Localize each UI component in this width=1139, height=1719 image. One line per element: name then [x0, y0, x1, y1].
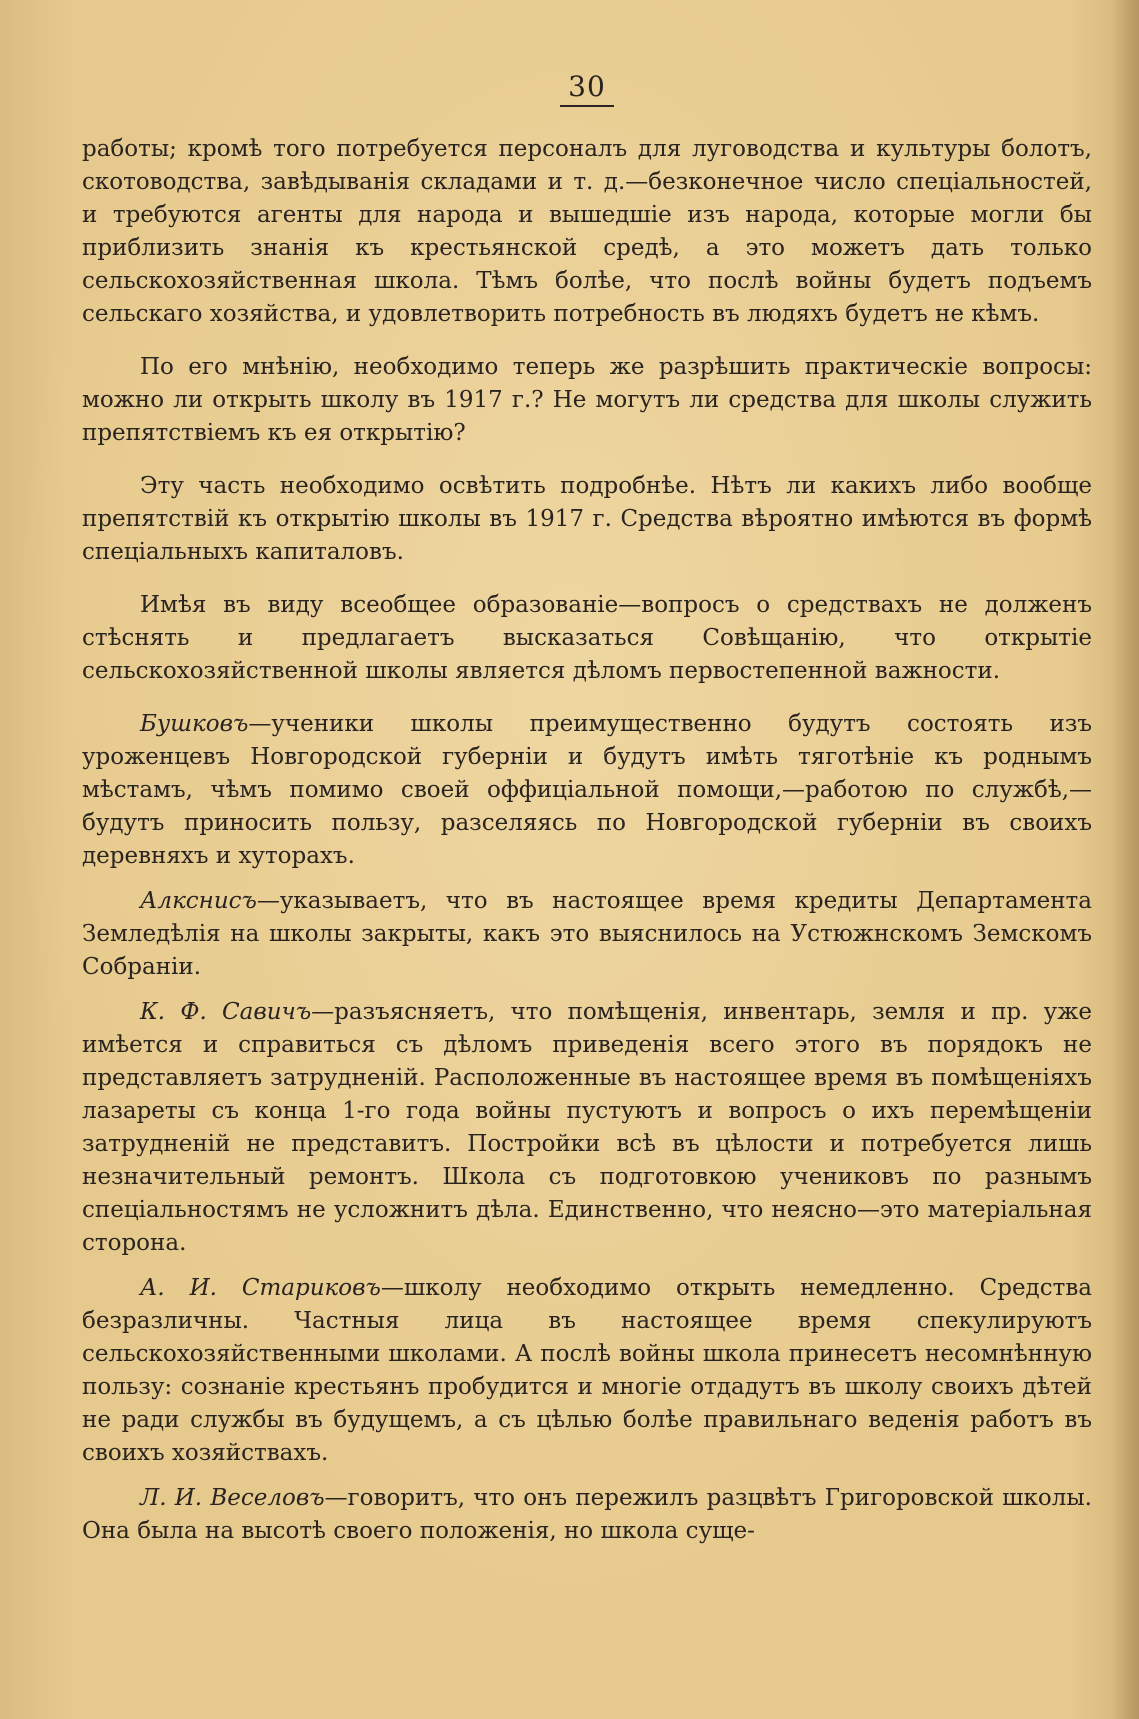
speech-text: —указываетъ, что въ настоящее время кредиты Департамента Земледѣлія на школы закрыты, какъ это выяснилось на Устюжнскомъ Земскомъ Собраніи. [82, 888, 1092, 980]
speech-text: —разъясняетъ, что помѣщенія, инвентарь, земля и пр. уже имѣется и справиться съ дѣломъ приведенія всего этого въ порядокъ не представляетъ затрудненій. Расположенные въ настоящее время въ помѣщеніяхъ лазареты съ конца 1-го года войны пустуютъ и вопросъ о ихъ перемѣщеніи затрудненій не представитъ. Постройки всѣ въ цѣлости и потребуется лишь незначительный ремонтъ. Школа съ подготовкою учениковъ по разнымъ спеціальностямъ не усложнитъ дѣла. Единственно, что неясно—это матеріальная сторона. [82, 999, 1092, 1256]
paragraph: Имѣя въ виду всеобщее образованіе—вопросъ о средствахъ не долженъ стѣснять и предлагаетъ высказаться Совѣщанію, что открытіе сельскохозяйственной школы является дѣломъ первостепенной важности. [82, 592, 1092, 684]
speech-text: —говоритъ, что онъ пережилъ разцвѣтъ Григоровской школы. Она была на высотѣ своего положенія, но школа суще- [82, 1485, 1092, 1544]
speaker-name: Бушковъ [140, 711, 249, 737]
speech-bushkov [82, 708, 1092, 873]
page-edge-shadow [1111, 0, 1139, 1719]
speaker-name: Л. И. Веселовъ [140, 1485, 325, 1511]
document-page [82, 70, 1092, 1548]
speech-text: —ученики школы преимущественно будутъ состоять изъ уроженцевъ Новгородской губерніи и будутъ имѣть тяготѣніе къ роднымъ мѣстамъ, чѣмъ помимо своей оффиціальной помощи,—работою по службѣ,—будутъ приносить пользу, разселяясь по Новгородской губерніи въ своихъ деревняхъ и хуторахъ. [82, 711, 1092, 869]
paragraph: Эту часть необходимо освѣтить подробнѣе. Нѣтъ ли какихъ либо вообще препятствій къ открытію школы въ 1917 г. Средства вѣроятно имѣются въ формѣ спеціальныхъ капиталовъ. [82, 473, 1092, 565]
paragraph-continuation: работы; кромѣ того потребуется персоналъ для луговодства и культуры болотъ, скотоводства, завѣдыванія складами и т. д.—безконечное число спеціальностей, и требуются агенты для народа и вышедшіе изъ народа, которые могли бы приблизить знанія къ крестьянской средѣ, а это можетъ дать только сельскохозяйственная школа. Тѣмъ болѣе, что послѣ войны будетъ подъемъ сельскаго хозяйства, и удовлетворить потребность въ людяхъ будетъ не кѣмъ. [82, 136, 1092, 327]
speaker-name: К. Ф. Савичъ [140, 999, 312, 1025]
speaker-name: Алкснисъ [140, 888, 257, 914]
speaker-name: А. И. Стариковъ [140, 1275, 381, 1301]
page-number: 30 [82, 70, 1092, 107]
speech-alksnis [82, 885, 1092, 984]
speech-text: —школу необходимо открыть немедленно. Средства безразличны. Частныя лица въ настоящее время спекулируютъ сельскохозяйственными школами. А послѣ войны школа принесетъ несомнѣнную пользу: сознаніе крестьянъ пробудится и многіе отдадутъ въ школу своихъ дѣтей не ради службы въ будущемъ, а съ цѣлью болѣе правильнаго веденія работъ въ своихъ хозяйствахъ. [82, 1275, 1092, 1466]
speech-veselov [82, 1482, 1092, 1548]
speech-savich [82, 996, 1092, 1260]
paragraph: По его мнѣнію, необходимо теперь же разрѣшить практическіе вопросы: можно ли открыть школу въ 1917 г.? Не могутъ ли средства для школы служить препятствіемъ къ ея открытію? [82, 354, 1092, 446]
speech-starikov [82, 1272, 1092, 1470]
